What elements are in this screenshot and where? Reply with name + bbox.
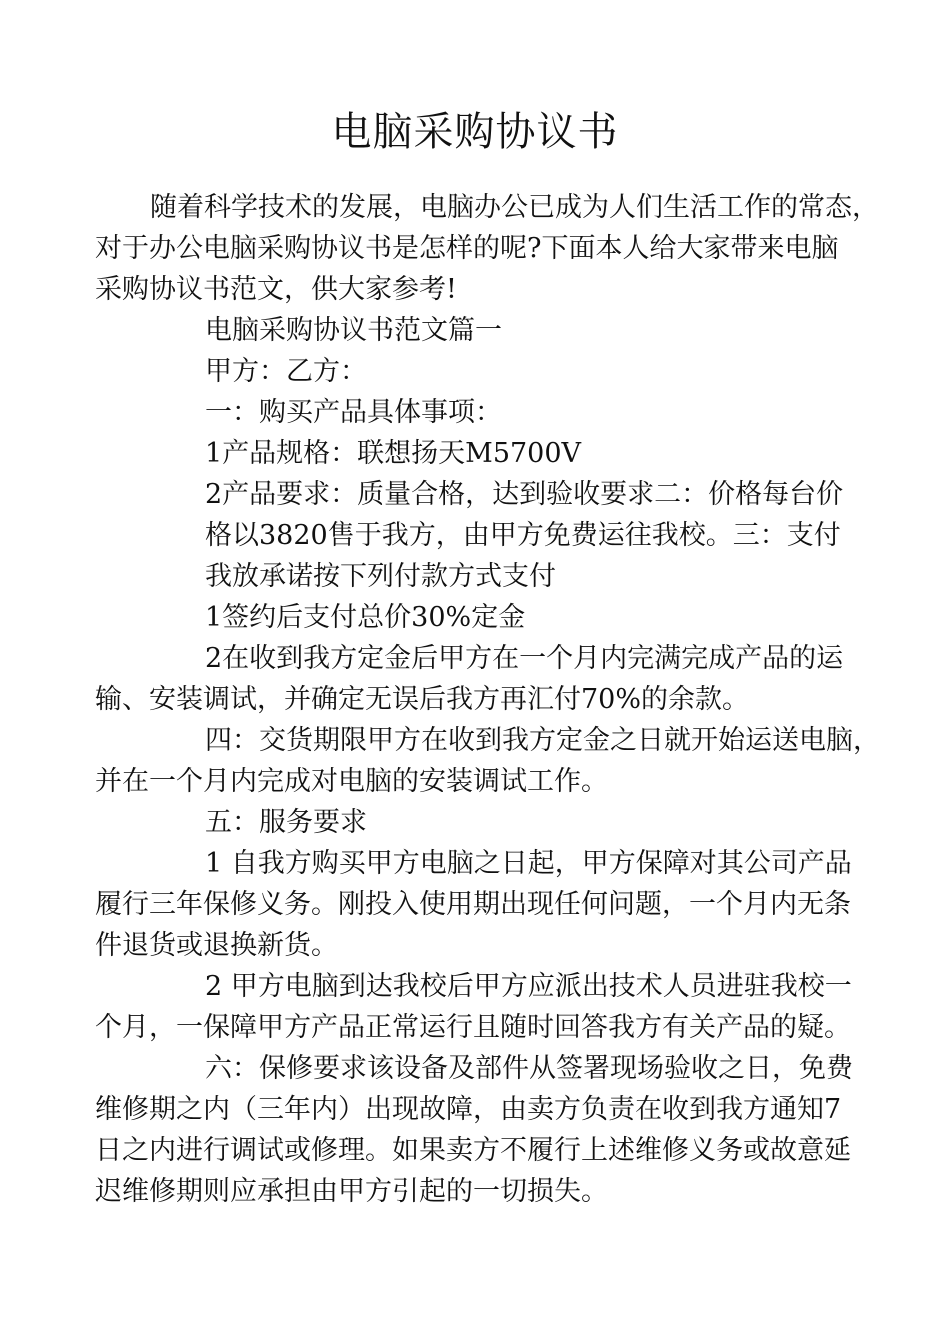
paragraph-line: 四：交货期限甲方在收到我方定金之日就开始运送电脑，	[205, 725, 880, 756]
paragraph-line: 采购协议书范文，供大家参考!	[95, 274, 457, 305]
paragraph-line: 五：服务要求	[205, 807, 367, 838]
paragraph-line: 迟维修期则应承担由甲方引起的一切损失。	[95, 1176, 608, 1207]
paragraph-line: 1产品规格：联想扬天M5700V	[205, 438, 582, 469]
paragraph-line: 对于办公电脑采购协议书是怎样的呢?下面本人给大家带来电脑	[95, 233, 839, 264]
paragraph-line: 我放承诺按下列付款方式支付	[205, 561, 556, 592]
paragraph-line: 件退货或退换新货。	[95, 930, 338, 961]
document-title: 电脑采购协议书	[331, 109, 619, 155]
paragraph-line: 甲方：乙方：	[205, 356, 367, 387]
section-heading: 电脑采购协议书范文篇一	[205, 315, 502, 346]
paragraph-line: 2产品要求：质量合格，达到验收要求二：价格每台价	[205, 479, 844, 510]
paragraph-line: 输、安装调试，并确定无误后我方再汇付70%的余款。	[95, 684, 750, 715]
paragraph-line: 随着科学技术的发展，电脑办公已成为人们生活工作的常态，	[150, 192, 879, 223]
paragraph-line: 1签约后支付总价30%定金	[205, 602, 526, 633]
paragraph-line: 格以3820售于我方，由甲方免费运往我校。三：支付	[205, 520, 841, 551]
paragraph-line: 2 甲方电脑到达我校后甲方应派出技术人员进驻我校一	[205, 971, 852, 1002]
paragraph-line: 个月，一保障甲方产品正常运行且随时回答我方有关产品的疑。	[95, 1012, 851, 1043]
paragraph-line: 六：保修要求该设备及部件从签署现场验收之日，免费	[205, 1053, 853, 1084]
paragraph-line: 1 自我方购买甲方电脑之日起，甲方保障对其公司产品	[205, 848, 852, 879]
paragraph-line: 履行三年保修义务。刚投入使用期出现任何问题，一个月内无条	[95, 889, 851, 920]
paragraph-line: 并在一个月内完成对电脑的安装调试工作。	[95, 766, 608, 797]
paragraph-line: 2在收到我方定金后甲方在一个月内完满完成产品的运	[205, 643, 844, 674]
paragraph-line: 日之内进行调试或修理。如果卖方不履行上述维修义务或故意延	[95, 1135, 851, 1166]
paragraph-line: 维修期之内（三年内）出现故障，由卖方负责在收到我方通知7	[95, 1094, 842, 1125]
paragraph-line: 一：购买产品具体事项：	[205, 397, 502, 428]
